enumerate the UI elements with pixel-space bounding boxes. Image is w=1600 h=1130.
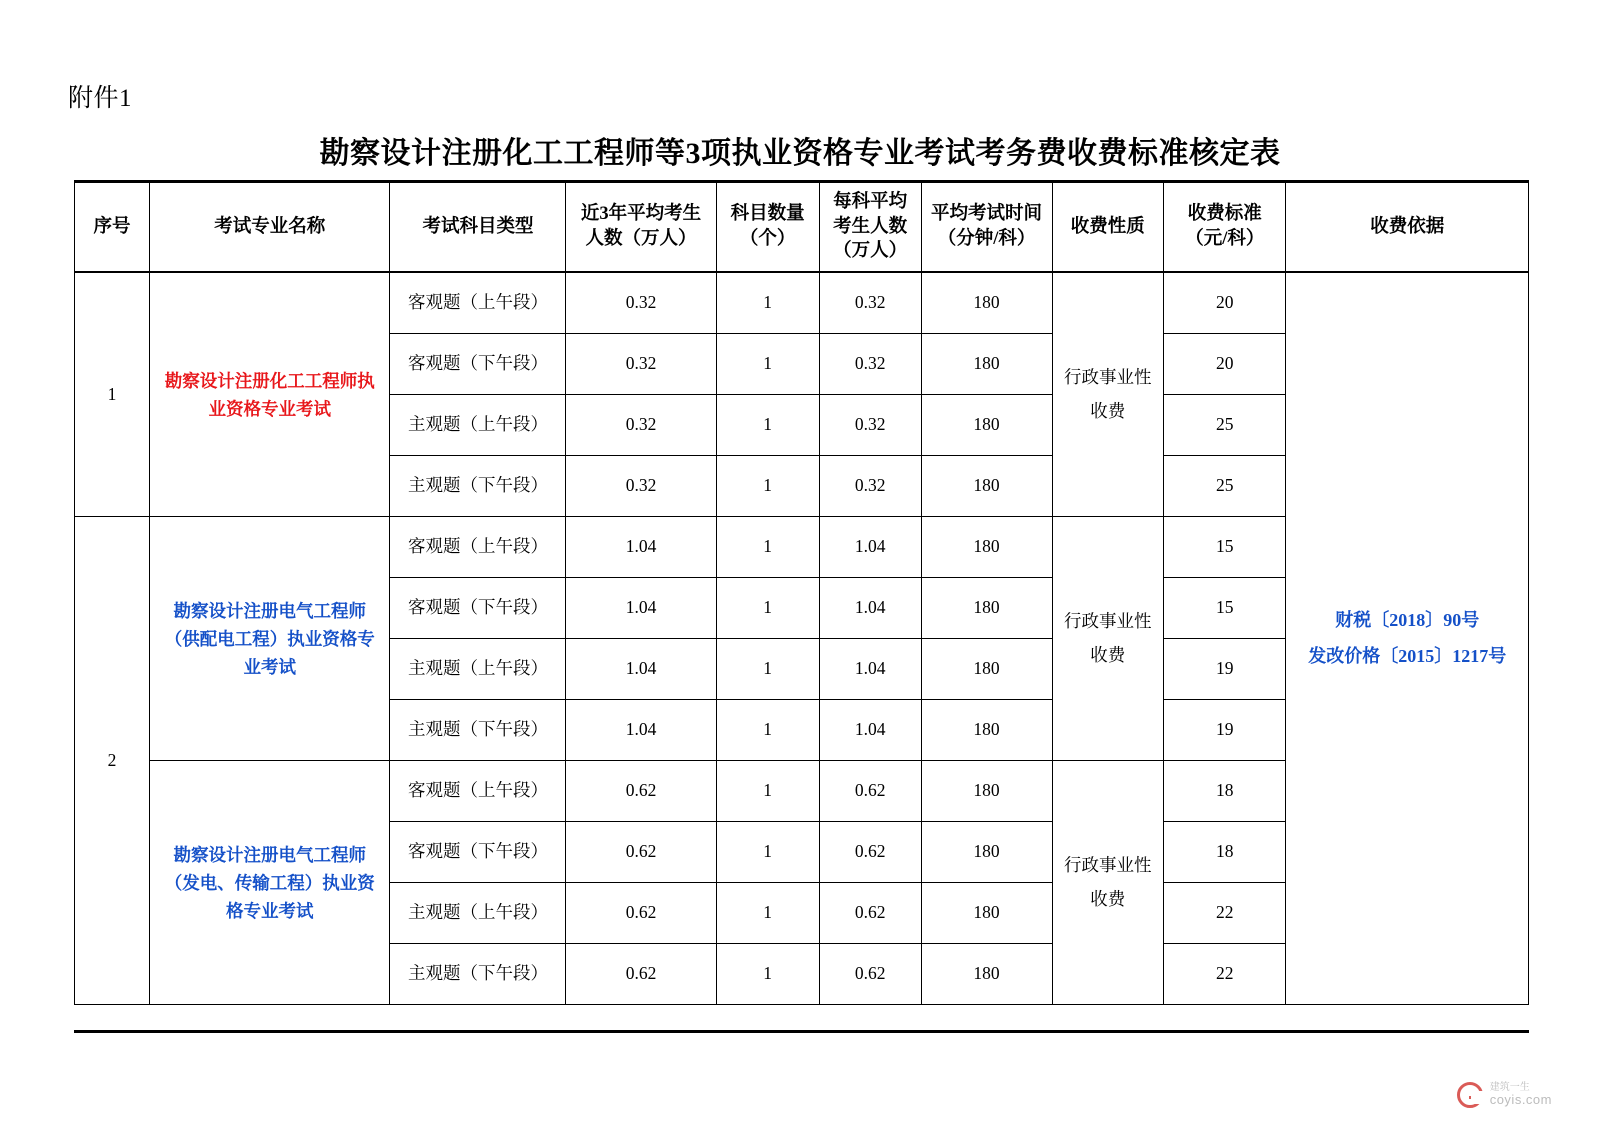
header-row	[75, 182, 1529, 273]
cell-avg-candidates: 0.32	[566, 272, 716, 334]
table-header	[75, 182, 1529, 273]
column-header-avg-candidates-line2: 人数（万人）	[585, 229, 697, 249]
table-body	[75, 272, 1529, 1005]
cell-per-subject: 0.32	[819, 272, 921, 334]
cell-subject-type: 客观题（上午段）	[390, 517, 566, 578]
cell-per-subject: 1.04	[819, 517, 921, 578]
column-header-exam-name: 考试专业名称	[150, 182, 390, 273]
cell-exam-time: 180	[921, 272, 1052, 334]
bottom-divider	[74, 1030, 1529, 1033]
cell-per-subject: 0.62	[819, 883, 921, 944]
fee-nature-line1: 行政事业性	[1064, 610, 1152, 631]
cell-subject-count: 1	[716, 334, 819, 395]
cell-fee-nature	[1052, 272, 1164, 517]
cell-subject-type: 主观题（上午段）	[390, 395, 566, 456]
cell-per-subject: 0.62	[819, 761, 921, 822]
column-header-avg-candidates	[566, 182, 716, 273]
cell-fee-standard: 20	[1164, 334, 1286, 395]
fee-nature-line2: 收费	[1090, 644, 1126, 665]
cell-subject-type: 客观题（下午段）	[390, 578, 566, 639]
cell-exam-time: 180	[921, 761, 1052, 822]
site-watermark	[1457, 1082, 1552, 1108]
fee-basis-line1: 财税〔2018〕90号	[1335, 610, 1480, 630]
column-header-fee-standard-line2: （元/科）	[1185, 229, 1265, 249]
cell-subject-count: 1	[716, 395, 819, 456]
fee-nature-line1: 行政事业性	[1064, 854, 1152, 875]
cell-per-subject: 1.04	[819, 700, 921, 761]
cell-subject-count: 1	[716, 883, 819, 944]
cell-fee-standard: 15	[1164, 517, 1286, 578]
cell-avg-candidates: 0.62	[566, 883, 716, 944]
cell-subject-type: 客观题（下午段）	[390, 822, 566, 883]
column-header-subject-count-line1: 科目数量	[730, 204, 805, 225]
cell-fee-standard: 22	[1164, 944, 1286, 1005]
cell-subject-type: 主观题（下午段）	[390, 944, 566, 1005]
column-header-exam-time-line1: 平均考试时间	[931, 204, 1043, 225]
cell-avg-candidates: 1.04	[566, 517, 716, 578]
page-title: 勘察设计注册化工工程师等3项执业资格专业考试考务费收费标准核定表	[319, 137, 1281, 170]
fee-basis-line2: 发改价格〔2015〕1217号	[1308, 645, 1507, 666]
cell-seq: 1	[75, 272, 150, 517]
cell-fee-standard: 22	[1164, 883, 1286, 944]
column-header-per-subject-line1: 每科平均	[833, 191, 908, 212]
cell-fee-nature	[1052, 761, 1164, 1005]
cell-subject-type: 主观题（上午段）	[390, 639, 566, 700]
cell-exam-time: 180	[921, 700, 1052, 761]
column-header-per-subject-line3: （万人）	[833, 241, 908, 262]
cell-subject-count: 1	[716, 578, 819, 639]
column-header-seq: 序号	[75, 182, 150, 273]
attachment-label: 附件1	[68, 85, 133, 112]
cell-fee-standard: 19	[1164, 639, 1286, 700]
fee-nature-line2: 收费	[1090, 888, 1126, 909]
cell-subject-count: 1	[716, 456, 819, 517]
cell-fee-standard: 25	[1164, 456, 1286, 517]
column-header-per-subject	[819, 182, 921, 273]
column-header-fee-standard	[1164, 182, 1286, 273]
cell-subject-count: 1	[716, 761, 819, 822]
cell-subject-type: 客观题（上午段）	[390, 761, 566, 822]
cell-subject-type: 主观题（下午段）	[390, 700, 566, 761]
cell-subject-count: 1	[716, 639, 819, 700]
cell-subject-count: 1	[716, 944, 819, 1005]
cell-subject-count: 1	[716, 517, 819, 578]
column-header-avg-candidates-line1: 近3年平均考生	[580, 204, 702, 225]
column-header-fee-basis: 收费依据	[1286, 182, 1529, 273]
cell-exam-time: 180	[921, 578, 1052, 639]
cell-fee-nature	[1052, 517, 1164, 761]
exam-name-text: 勘察设计注册电气工程师（供配电工程）执业资格专业考试	[164, 600, 375, 677]
cell-per-subject: 0.32	[819, 395, 921, 456]
cell-subject-type: 主观题（下午段）	[390, 456, 566, 517]
cell-subject-count: 1	[716, 822, 819, 883]
cell-exam-time: 180	[921, 822, 1052, 883]
cell-fee-standard: 18	[1164, 822, 1286, 883]
cell-fee-standard: 19	[1164, 700, 1286, 761]
cell-per-subject: 0.32	[819, 456, 921, 517]
fee-standard-table	[74, 180, 1529, 1005]
cell-avg-candidates: 1.04	[566, 700, 716, 761]
cell-exam-time: 180	[921, 517, 1052, 578]
cell-fee-basis	[1286, 272, 1529, 1005]
watermark-cn-label: 建筑一生	[1489, 1082, 1530, 1094]
cell-avg-candidates: 0.32	[566, 456, 716, 517]
cell-per-subject: 0.62	[819, 944, 921, 1005]
cell-per-subject: 1.04	[819, 578, 921, 639]
cell-avg-candidates: 0.62	[566, 822, 716, 883]
cell-seq: 2	[75, 517, 150, 1005]
column-header-fee-standard-line1: 收费标准	[1187, 204, 1262, 225]
table-row	[75, 272, 1529, 334]
column-header-fee-nature: 收费性质	[1052, 182, 1164, 273]
cell-subject-count: 1	[716, 700, 819, 761]
cell-exam-name	[150, 272, 390, 517]
column-header-subject-type: 考试科目类型	[390, 182, 566, 273]
cell-subject-type: 客观题（上午段）	[390, 272, 566, 334]
cell-avg-candidates: 1.04	[566, 639, 716, 700]
cell-fee-standard: 25	[1164, 395, 1286, 456]
cell-avg-candidates: 1.04	[566, 578, 716, 639]
cell-subject-type: 主观题（上午段）	[390, 883, 566, 944]
column-header-subject-count	[716, 182, 819, 273]
cell-exam-time: 180	[921, 639, 1052, 700]
cell-avg-candidates: 0.32	[566, 334, 716, 395]
cell-per-subject: 0.62	[819, 822, 921, 883]
fee-nature-line2: 收费	[1090, 400, 1126, 421]
column-header-exam-time-line2: （分钟/科）	[937, 229, 1036, 249]
cell-per-subject: 0.32	[819, 334, 921, 395]
cell-exam-time: 180	[921, 883, 1052, 944]
watermark-en-label: coyis.com	[1489, 1092, 1552, 1108]
cell-exam-name	[150, 761, 390, 1005]
exam-name-text: 勘察设计注册化工工程师执业资格专业考试	[164, 370, 375, 419]
watermark-text	[1490, 1082, 1552, 1107]
cell-avg-candidates: 0.62	[566, 944, 716, 1005]
cell-exam-time: 180	[921, 944, 1052, 1005]
watermark-logo-icon	[1457, 1082, 1483, 1108]
cell-fee-standard: 18	[1164, 761, 1286, 822]
cell-fee-standard: 15	[1164, 578, 1286, 639]
column-header-subject-count-line2: （个）	[739, 229, 796, 249]
cell-subject-type: 客观题（下午段）	[390, 334, 566, 395]
cell-exam-time: 180	[921, 395, 1052, 456]
cell-exam-name	[150, 517, 390, 761]
cell-avg-candidates: 0.32	[566, 395, 716, 456]
cell-subject-count: 1	[716, 272, 819, 334]
fee-standard-table-wrapper	[74, 180, 1529, 1005]
fee-nature-line1: 行政事业性	[1064, 366, 1152, 387]
cell-exam-time: 180	[921, 334, 1052, 395]
cell-per-subject: 1.04	[819, 639, 921, 700]
cell-fee-standard: 20	[1164, 272, 1286, 334]
cell-exam-time: 180	[921, 456, 1052, 517]
cell-avg-candidates: 0.62	[566, 761, 716, 822]
column-header-exam-time	[921, 182, 1052, 273]
column-header-per-subject-line2: 考生人数	[833, 216, 908, 237]
exam-name-text: 勘察设计注册电气工程师（发电、传输工程）执业资格专业考试	[164, 844, 375, 921]
